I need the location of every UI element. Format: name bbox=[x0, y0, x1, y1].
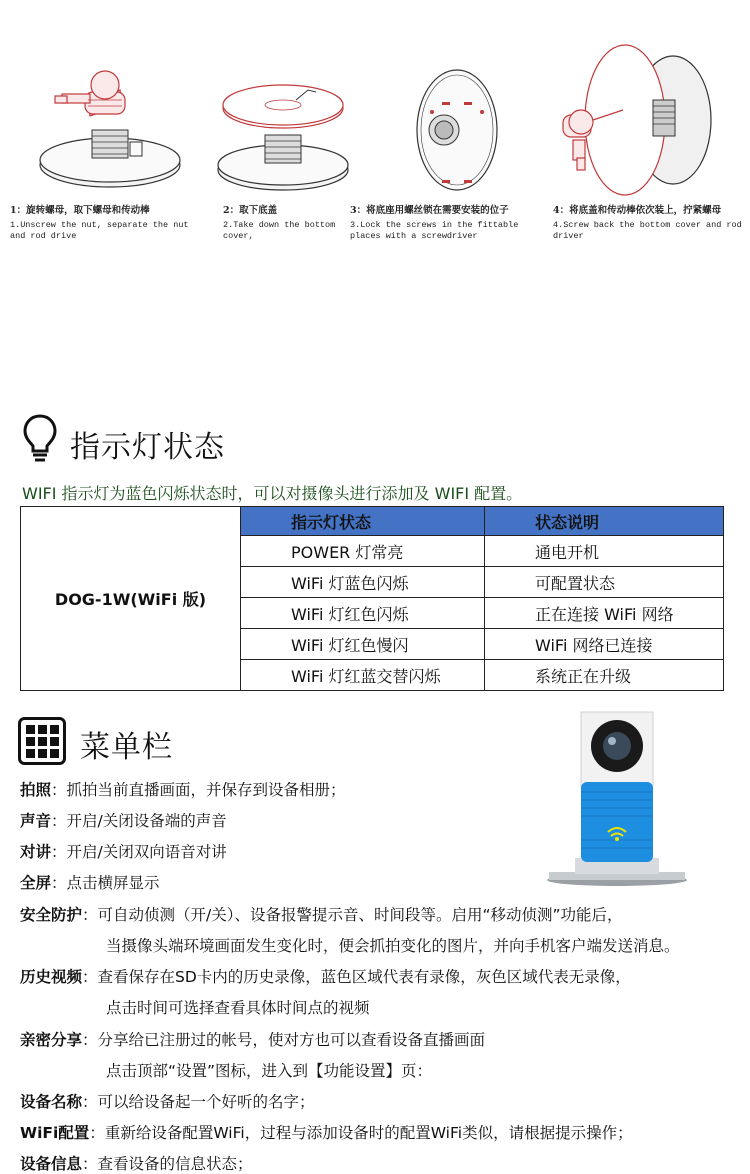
step4-caption bbox=[553, 205, 748, 242]
menu-item-device-name bbox=[20, 1092, 315, 1112]
menu-item-wifi-config bbox=[20, 1123, 633, 1143]
table-header-row bbox=[21, 507, 724, 536]
menu-text: ：开启/关闭设备端的声音 bbox=[51, 812, 227, 830]
menu-item-share bbox=[20, 1030, 485, 1050]
step4-title: 4：将底盖和传动棒依次装上，拧紧螺母 bbox=[553, 205, 722, 216]
light-cell: WiFi 灯红蓝交替闪烁 bbox=[241, 660, 485, 691]
indicator-intro: WIFI 指示灯为蓝色闪烁状态时，可以对摄像头进行添加及 WIFI 配置。 bbox=[22, 484, 523, 503]
header-status-desc: 状态说明 bbox=[485, 507, 724, 536]
camera-product-image bbox=[545, 708, 690, 888]
indicator-section-title: 指示灯状态 bbox=[70, 430, 225, 465]
step3-illustration bbox=[372, 30, 547, 200]
indicator-status-table bbox=[20, 506, 724, 691]
lightbulb-icon bbox=[22, 413, 58, 463]
menu-label: 声音 bbox=[20, 812, 52, 830]
light-cell: WiFi 灯红色闪烁 bbox=[241, 598, 485, 629]
step3-title: 3：将底座用螺丝锁在需要安装的位子 bbox=[350, 205, 509, 216]
menu-label: WiFi配置 bbox=[20, 1124, 90, 1142]
model-cell: DOG-1W(WiFi 版) bbox=[21, 507, 241, 691]
menu-label: 全屏 bbox=[20, 874, 52, 892]
menu-text: ：可以给设备起一个好听的名字； bbox=[82, 1093, 315, 1111]
menu-item-history bbox=[20, 967, 631, 987]
menu-item-fullscreen bbox=[20, 873, 160, 893]
menu-label: 拍照 bbox=[20, 781, 52, 799]
menu-label: 对讲 bbox=[20, 843, 52, 861]
menu-label: 安全防护 bbox=[20, 906, 83, 924]
desc-cell: 可配置状态 bbox=[485, 567, 724, 598]
grid-menu-icon bbox=[18, 717, 66, 765]
menu-text: ：点击横屏显示 bbox=[51, 874, 160, 892]
step3-text-line2: places with a screwdriver bbox=[350, 231, 478, 241]
menu-item-share-cont: 点击顶部“设置”图标，进入到【功能设置】页： bbox=[106, 1062, 433, 1080]
header-light-status: 指示灯状态 bbox=[241, 507, 485, 536]
step3-text-line1: 3.Lock the screws in the fittable bbox=[350, 220, 519, 230]
menu-item-security bbox=[20, 905, 623, 925]
desc-cell: WiFi 网络已连接 bbox=[485, 629, 724, 660]
light-cell: POWER 灯常亮 bbox=[241, 536, 485, 567]
menu-item-security-cont: 当摄像头端环境画面发生变化时，便会抓拍变化的图片，并向手机客户端发送消息。 bbox=[106, 937, 680, 955]
step1-text-line2: and rod drive bbox=[10, 231, 77, 241]
desc-cell: 正在连接 WiFi 网络 bbox=[485, 598, 724, 629]
menu-label: 设备信息 bbox=[20, 1155, 83, 1173]
menu-item-intercom bbox=[20, 842, 227, 862]
light-cell: WiFi 灯蓝色闪烁 bbox=[241, 567, 485, 598]
menu-text: ：查看设备的信息状态； bbox=[82, 1155, 253, 1173]
menu-text: ：分享给已注册过的帐号，使对方也可以查看设备直播画面 bbox=[82, 1031, 486, 1049]
menu-item-photo bbox=[20, 780, 346, 800]
light-cell: WiFi 灯红色慢闪 bbox=[241, 629, 485, 660]
step4-text-line2: driver bbox=[553, 231, 584, 241]
menu-text: ：查看保存在SD卡内的历史录像，蓝色区域代表有录像，灰色区域代表无录像， bbox=[82, 968, 631, 986]
desc-cell: 通电开机 bbox=[485, 536, 724, 567]
menu-item-history-cont: 点击时间可选择查看具体时间点的视频 bbox=[106, 999, 370, 1017]
step2-text-line2: cover, bbox=[223, 231, 254, 241]
step4-text-line1: 4.Screw back the bottom cover and rod bbox=[553, 220, 742, 230]
step3-caption bbox=[350, 205, 550, 242]
step4-illustration bbox=[553, 30, 728, 200]
step1-illustration bbox=[20, 30, 195, 200]
step1-text-line1: 1.Unscrew the nut, separate the nut bbox=[10, 220, 189, 230]
desc-cell: 系统正在升级 bbox=[485, 660, 724, 691]
menu-text: ：可自动侦测（开/关）、设备报警提示音、时间段等。启用“移动侦测”功能后， bbox=[82, 906, 623, 924]
menu-label: 设备名称 bbox=[20, 1093, 83, 1111]
menu-label: 历史视频 bbox=[20, 968, 83, 986]
menu-item-device-info bbox=[20, 1154, 253, 1174]
step2-illustration bbox=[198, 30, 373, 200]
step2-text-line1: 2.Take down the bottom bbox=[223, 220, 336, 230]
step1-caption bbox=[10, 205, 190, 242]
step1-title: 1：旋转螺母，取下螺母和传动棒 bbox=[10, 205, 150, 216]
menu-item-sound bbox=[20, 811, 227, 831]
menu-section-title: 菜单栏 bbox=[80, 730, 173, 765]
menu-text: ：重新给设备配置WiFi，过程与添加设备时的配置WiFi类似，请根据提示操作； bbox=[89, 1124, 633, 1142]
step2-title: 2：取下底盖 bbox=[223, 205, 278, 216]
menu-text: ：抓拍当前直播画面，并保存到设备相册； bbox=[51, 781, 346, 799]
menu-text: ：开启/关闭双向语音对讲 bbox=[51, 843, 227, 861]
menu-label: 亲密分享 bbox=[20, 1031, 83, 1049]
